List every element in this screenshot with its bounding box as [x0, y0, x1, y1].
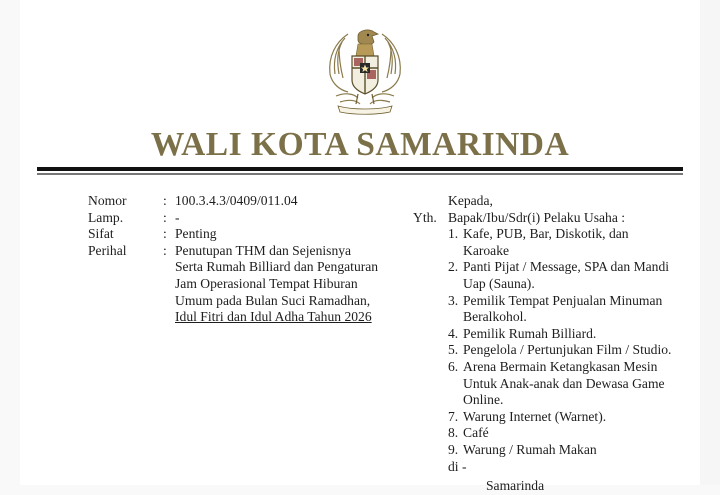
- recipient-list: [448, 226, 698, 458]
- list-item: 6. Arena Bermain Ketangkasan Mesin Untuk Anak-anak dan Dewasa Game Online.: [448, 358, 665, 408]
- garuda-emblem-icon: [318, 22, 412, 118]
- city-label: Samarinda: [486, 478, 545, 494]
- addressee-block: [413, 193, 698, 495]
- kepada-label: Kepada,: [448, 193, 493, 208]
- list-item: 2. Panti Pijat / Message, SPA dan Mandi Uap (Sauna).: [448, 259, 670, 291]
- letterhead-rule-thick: [37, 167, 683, 171]
- list-item: 5. Pengelola / Pertunjukan Film / Studio.: [448, 342, 672, 358]
- meta-row-perihal: [88, 243, 385, 326]
- meta-label: Sifat: [88, 226, 114, 242]
- meta-value: Penting: [175, 226, 217, 242]
- meta-value: -: [175, 209, 180, 225]
- meta-value: 100.3.4.3/0409/011.04: [175, 193, 298, 208]
- meta-value-subject: [175, 243, 385, 326]
- letterhead-title: WALI KOTA SAMARINDA: [150, 126, 570, 163]
- yth-label: Yth.: [413, 209, 437, 225]
- list-item: 8. Café: [448, 425, 489, 441]
- list-item: 1. Kafe, PUB, Bar, Diskotik, dan Karoake: [448, 226, 629, 258]
- list-item: 9. Warung / Rumah Makan: [448, 441, 597, 457]
- meta-colon: :: [163, 226, 167, 242]
- meta-row-sifat: [88, 226, 385, 243]
- page-margin: [700, 0, 720, 485]
- meta-colon: :: [163, 242, 167, 258]
- meta-colon: :: [163, 209, 167, 225]
- subject-line: Jam Operasional Tempat Hiburan: [175, 275, 358, 291]
- subject-line: Penutupan THM dan Sejenisnya: [175, 242, 352, 258]
- recipient-label: Bapak/Ibu/Sdr(i) Pelaku Usaha :: [448, 209, 626, 225]
- subject-line: Serta Rumah Billiard dan Pengaturan: [175, 259, 379, 275]
- di-label: di -: [448, 458, 467, 474]
- letterhead-rule-thin: [37, 173, 683, 175]
- meta-label: Perihal: [88, 242, 127, 258]
- list-item: 7. Warung Internet (Warnet).: [448, 408, 607, 424]
- meta-colon: :: [163, 193, 167, 208]
- list-item: 3. Pemilik Tempat Penjualan Minuman Beralkohol.: [448, 292, 663, 325]
- meta-row-nomor: [88, 193, 385, 210]
- subject-line: Idul Fitri dan Idul Adha Tahun 2026: [175, 309, 372, 325]
- list-item: 4. Pemilik Rumah Billiard.: [448, 325, 597, 341]
- meta-label: Nomor: [88, 193, 127, 208]
- subject-line: Umum pada Bulan Suci Ramadhan,: [175, 292, 371, 308]
- meta-label: Lamp.: [88, 209, 124, 225]
- letter-metadata: [88, 193, 385, 326]
- meta-row-lamp: [88, 210, 385, 227]
